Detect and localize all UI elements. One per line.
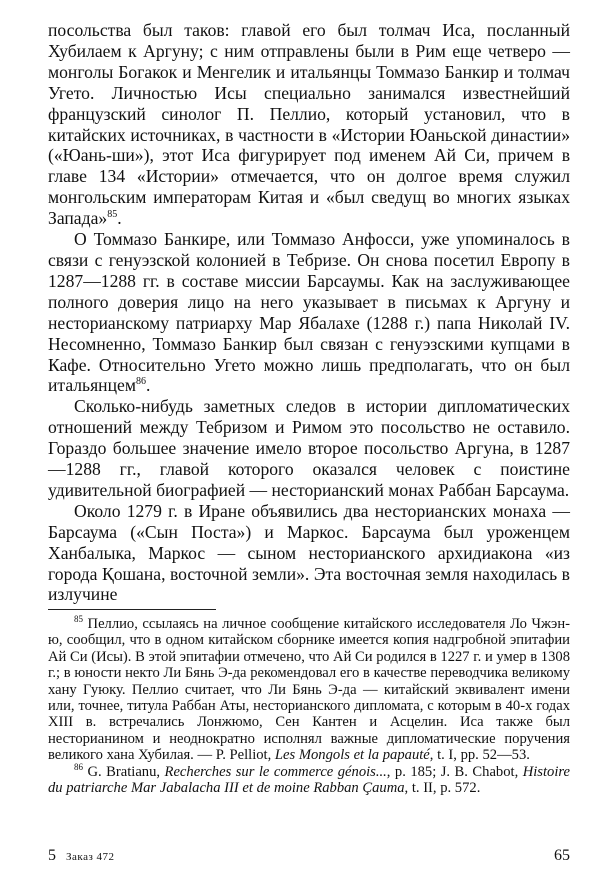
footnote: $^{85}$ Пеллио, ссылаясь на личное сообщение китайского исследователя Ло Чжэн-ю, сообщил, что в одном китайском сборнике имеется копия надгробной эпитафии Ай Си (Исы). В этой эпитафии отмечено, что Ай Си родился в 1227 г. и умер в 1308 г.; в юности некто Ли Бянь Э-да рекомендовал его в качестве переводчика великому хану Гуюку. Пеллио считает, что Ли Бянь Э-да — китайский эквивалент имени или, точнее, титула Раббан Аты, несторианского дипломата, с которым в 40-х годах XIII в. встречались Лонжюмо, Сен Кантен и Асцелин. Иса также был несторианином и неоднократно исполнял важные дипломатические поручения великого хана Хубилая. — P. Pelliot, Les Mongols et la papauté, t. I, pp. 52—53. <box>48 614 570 764</box>
book-title: Histoire du patriarche Mar Jabalacha III et de moine Rabban Çauma <box>48 763 570 797</box>
footnote-number: 86 <box>74 761 83 772</box>
footnote-divider <box>48 609 216 610</box>
page-footer <box>48 846 570 868</box>
main-text <box>48 20 570 605</box>
printer-signature: 5 Заказ 472 <box>48 847 115 864</box>
footnote-ref: 85 <box>107 209 118 221</box>
footnotes <box>48 616 570 796</box>
footnote: $^{86}$ G. Bratianu, Recherches sur le commerce génois..., p. 185; J. B. Chabot, Histoire du patriarche Mar Jabalacha III et de moine Rabban Çauma, t. II, p. 572. <box>48 761 570 797</box>
paragraph: Около 1279 г. в Иране объявились два несторианских монаха — Барсаума («Сын Поста») и Маркос. Барсаума был уроженцем Ханбалыка, Маркос — сыном несторианского архидиакона «из города Қошана, восточной земли». Эта восточная земля находилась в излучине <box>48 500 570 605</box>
book-title: Recherches sur le commerce génois... <box>164 763 387 780</box>
paragraph: посольства был таков: главой его был толмач Иса, посланный Хубилаем к Аргуну; с ним отправлены были в Рим еще четверо — монголы Богакок и Менгелик и итальянцы Томмазо Банкир и толмач Угето. Личностью Исы специально занимался известнейший французский синолог П. Пеллио, который установил, что в китайских источниках, в частности в «Истории Юаньской династии» («Юань-ши»), этот Иса фигурирует под именем Ай Си, причем в главе 134 «Истории» отмечается, что он долгое время служил монгольским императорам Китая и «был сведущ во многих языках Запада»$^{85}$. <box>48 20 570 229</box>
paragraph: Сколько-нибудь заметных следов в истории дипломатических отношений между Тебризом и Римом это посольство не оставило. Гораздо большее значение имело второе посольство Аргуна, в 1287—1288 гг., главой которого оказался человек с поистине удивительной биографией — несторианский монах Раббан Барсаума. <box>48 396 570 500</box>
book-title: Les Mongols et la papauté <box>274 747 430 764</box>
paragraph: О Томмазо Банкире, или Томмазо Анфосси, уже упоминалось в связи с генуэзской колонией в Тебризе. Он снова посетил Европу в 1287—1288 гг. в составе миссии Барсаумы. Как на заслуживающее полного доверия лицо на него указывает в письмах к Аргуну и несторианскому патриарху Мар Ябалахе (1288 г.) папа Николай IV. Несомненно, Томмазо Банкир был связан с генуэзскими купцами в Кафе. Относительно Угето можно лишь предполагать, что он был итальянцем$^{86}$. <box>48 229 570 396</box>
order-number: Заказ 472 <box>66 851 115 863</box>
footnote-ref: 86 <box>135 376 146 388</box>
page-number: 65 <box>554 847 570 864</box>
footnote-number: 85 <box>74 614 83 625</box>
